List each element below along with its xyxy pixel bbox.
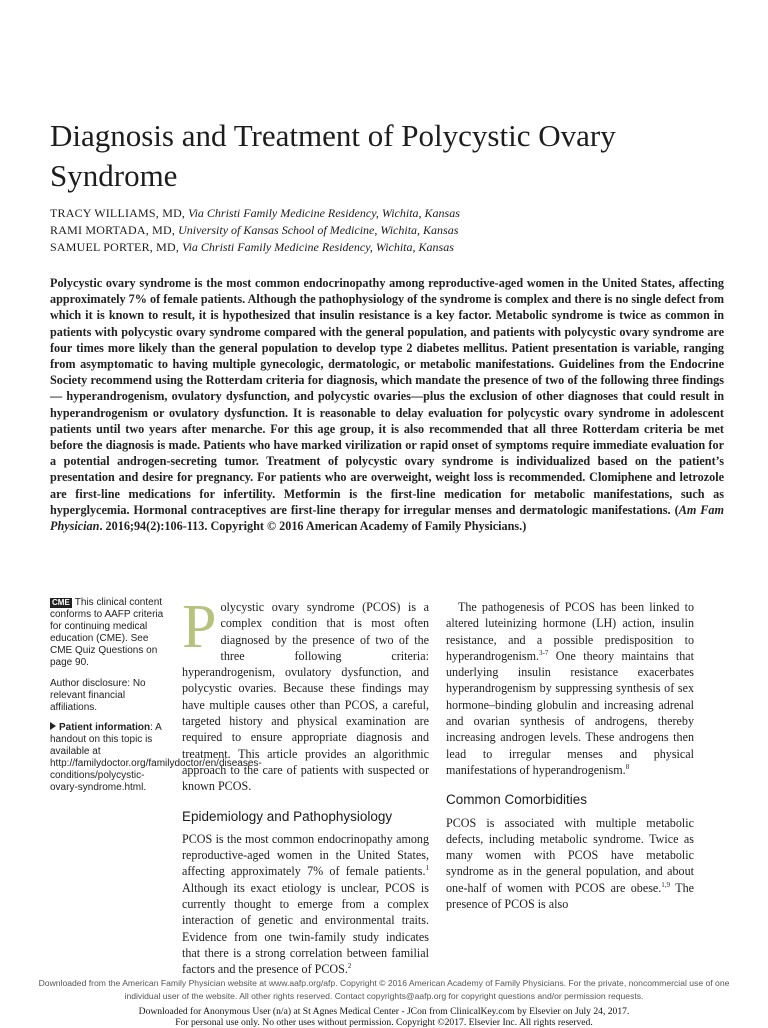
intro-text: olycystic ovary syndrome (PCOS) is a complex condition that is most often diagnosed by the presence of two of the three following criteria: hyperandrogenism, ovulatory dysfunction, and polycystic ovaries. Because these findings may have multiple causes other than PCOS, a careful, targeted history and physical examination are required to ensure appropriate diagnosis and treatment. This article provides an algorithmic approach to the care of patients with suspected or known PCOS. <box>182 600 429 794</box>
text-run: PCOS is associated with multiple metabolic defects, including metabolic syndrome. Twice as many women with PCOS have metabolic syndrome as in the general population, and about one-half of women with PCOS are obese. <box>446 815 694 895</box>
download-line: Downloaded for Anonymous User (n/a) at St Agnes Medical Center - JCon from ClinicalKey.com by Elsevier on July 24, 2017. <box>138 1006 630 1017</box>
author-affiliation: Via Christi Family Medicine Residency, Wichita, Kansas <box>188 206 460 220</box>
author-name: RAMI MORTADA, MD, <box>50 223 176 237</box>
reference-superscript: 3-7 <box>539 648 549 657</box>
article-title: Diagnosis and Treatment of Polycystic Ovary Syndrome <box>50 118 616 193</box>
author-line <box>50 205 730 222</box>
triangle-right-icon <box>50 722 56 730</box>
author-disclosure: Author disclosure: No relevant financial affiliations. <box>50 677 146 713</box>
text-run: Although its exact etiology is unclear, PCOS is currently thought to emerge from a complex interaction of genetic and environmental traits. Evidence from one twin-family study indicates that there is a strong correlation between familial factors and the presence of PCOS. <box>182 880 429 977</box>
intro-paragraph <box>182 593 429 795</box>
text-run: One theory maintains that underlying insulin resistance exacerbates hyperandrogenism by suppressing synthesis of sex hormone–binding globulin and increasing adrenal and ovarian synthesis of androgens, thereby increasing androgen levels. These androgens then lead to irregular menses and physical manifestations of hyperandrogenism. <box>446 648 694 777</box>
body-column-2-continued <box>446 599 694 912</box>
abstract-body: Polycystic ovary syndrome is the most common endocrinopathy among reproductive-aged women in the United States, affecting approximately 7% of female patients. Although the pathophysiology of the syndrome is complex and there is no single defect from which it is known to result, it is hypothesized that insulin resistance is a key factor. Metabolic syndrome is twice as common in patients with polycystic ovary syndrome compared with the general population, and patients with polycystic ovary syndrome are four times more likely than the general population to develop type 2 diabetes mellitus. Patient presentation is variable, ranging from asymptomatic to having multiple gynecologic, dermatologic, or metabolic manifestations. Guidelines from the Endocrine Society recommend using the Rotterdam criteria for diagnosis, which mandate the presence of two of the following three findings— hyperandrogenism, ovulatory dysfunction, and polycystic ovaries—plus the exclusion of other diagnoses that could result in hyperandrogenism or ovulatory dysfunction. It is reasonable to delay evaluation for polycystic ovary syndrome in adolescent patients until two years after menarche. For this age group, it is also recommended that all three Rotterdam criteria be met before the diagnosis is made. Patients who have marked virilization or rapid onset of symptoms require immediate evaluation for a potential androgen-secreting tumor. Treatment of polycystic ovary syndrome is individualized based on the patient’s presentation and desire for pregnancy. For patients who are overweight, weight loss is recommended. Clomiphene and letrozole are first-line medications for infertility. Metformin is the first-line medication for metabolic manifestations, such as hyperglycemia. Hormonal contraceptives are first-line therapy for irregular menses and dermatologic manifestations. <box>50 276 724 517</box>
patient-info-label: Patient information <box>59 721 151 733</box>
author-list <box>50 205 730 256</box>
drop-cap: P <box>182 593 217 661</box>
citation-rest: . 2016;94(2):106-113. Copyright © 2016 American Academy of Family Physicians.) <box>99 519 527 534</box>
reference-superscript: 8 <box>625 762 630 771</box>
aafp-copyright-footer: Downloaded from the American Family Physician website at www.aafp.org/afp. Copyright © 2016 American Academy of Family Physicians. For the private, noncommercial use of one individual user of the website. All other rights reserved. Contact copyrights@aafp.org for copyright questions and/or permission requests. <box>38 978 730 1001</box>
download-footer <box>20 1006 748 1028</box>
abstract <box>50 275 724 534</box>
reference-superscript: 1,9 <box>661 880 671 889</box>
usage-line: For personal use only. No other uses without permission. Copyright ©2017. Elsevier Inc. All rights reserved. <box>175 1017 593 1028</box>
cme-text: This clinical content conforms to AAFP criteria for continuing medical education (CME). See CME Quiz Questions on page 90. <box>50 597 164 669</box>
author-name: SAMUEL PORTER, MD, <box>50 240 180 254</box>
text-run: The pathogenesis of PCOS has been linked to altered luteinizing hormone (LH) action, insulin resistance, and a possible predisposition to hyperandrogenism. <box>446 600 694 663</box>
section-heading-epidemiology: Epidemiology and Pathophysiology <box>182 808 393 824</box>
citation-journal: Am Fam Physician <box>50 502 725 534</box>
citation-open: ( <box>674 502 679 517</box>
body-paragraph <box>446 815 694 913</box>
body-paragraph <box>446 599 694 778</box>
section-heading-comorbidities: Common Comorbidities <box>446 792 588 808</box>
author-name: TRACY WILLIAMS, MD, <box>50 206 186 220</box>
patient-info-note <box>50 721 262 795</box>
author-affiliation: Via Christi Family Medicine Residency, Wichita, Kansas <box>182 240 454 254</box>
reference-superscript: 1 <box>425 864 429 873</box>
sidebar-notes <box>50 597 262 802</box>
author-line <box>50 222 730 239</box>
cme-badge: CME <box>52 598 70 607</box>
author-affiliation: University of Kansas School of Medicine, Wichita, Kansas <box>178 223 459 237</box>
text-run: The presence of PCOS is also <box>446 880 695 912</box>
cme-note <box>50 597 168 670</box>
body-column-1 <box>182 593 429 978</box>
patient-info-text[interactable]: : A handout on this topic is available at http://familydoctor.org/familydoctor/en/diseases-conditions/polycystic-ovary-syndrome.html. <box>50 721 262 794</box>
text-run: PCOS is the most common endocrinopathy among reproductive-aged women in the United States, affecting approximately 7% of female patients. <box>182 831 429 879</box>
author-line <box>50 239 730 256</box>
body-paragraph <box>182 831 429 978</box>
reference-superscript: 2 <box>347 962 352 971</box>
